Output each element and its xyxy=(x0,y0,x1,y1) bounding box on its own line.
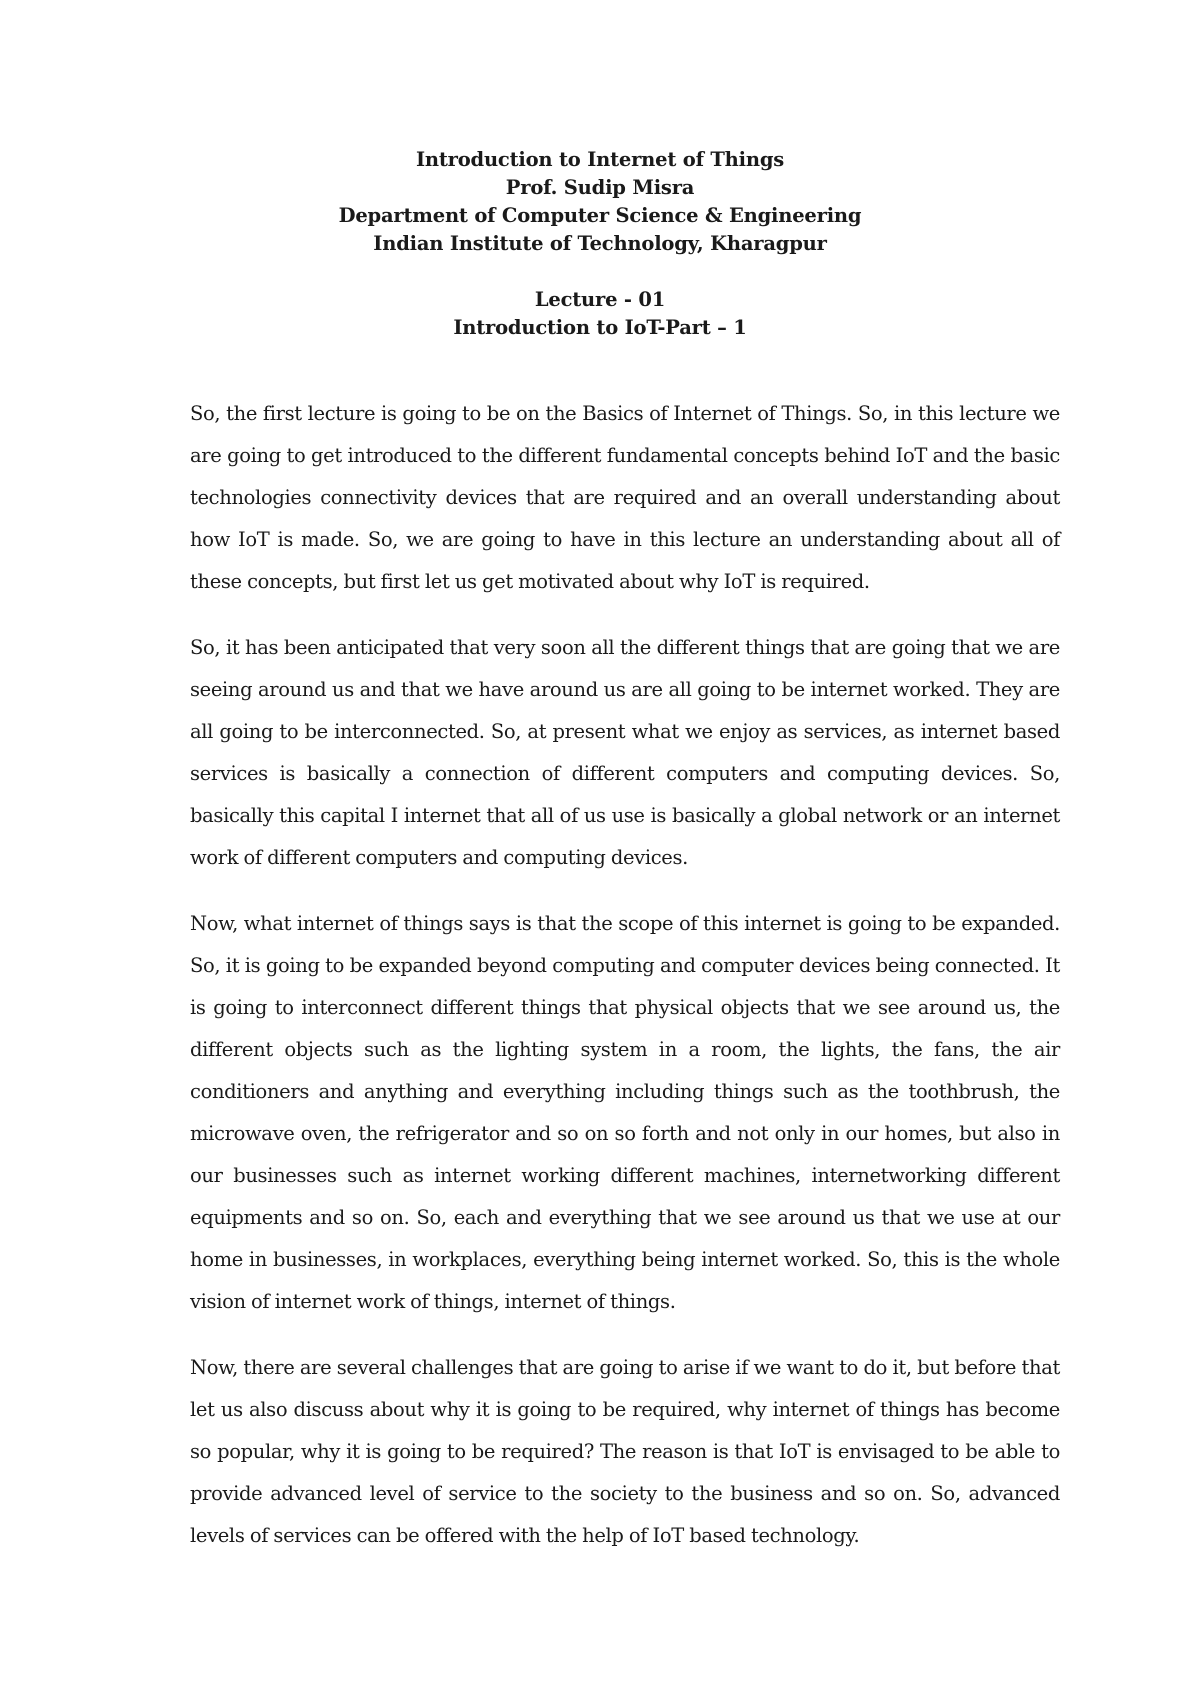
paragraph: So, the first lecture is going to be on the Basics of Internet of Things. So, in this lecture we are going to get introduced to the different fundamental concepts behind IoT and the basic technologies connectivity devices that are required and an overall understanding about how IoT is made. So, we are going to have in this lecture an understanding about all of these concepts, but first let us get motivated about why IoT is required. xyxy=(190,402,1060,593)
paragraph: So, it has been anticipated that very soon all the different things that are going that we are seeing around us and that we have around us are all going to be internet worked. They are all going to be interconnected. So, at present what we enjoy as services, as internet based services is basically a connection of different computers and computing devices. So, basically this capital I internet that all of us use is basically a global network or an internet work of different computers and computing devices. xyxy=(190,636,1060,869)
paragraph: Now, what internet of things says is that the scope of this internet is going to be expanded. So, it is going to be expanded beyond computing and computer devices being connected. It is going to interconnect different things that physical objects that we see around us, the different objects such as the lighting system in a room, the lights, the fans, the air conditioners and anything and everything including things such as the toothbrush, the microwave oven, the refrigerator and so on so forth and not only in our homes, but also in our businesses such as internet working different machines, internetworking different equipments and so on. So, each and everything that we see around us that we use at our home in businesses, in workplaces, everything being internet worked. So, this is the whole vision of internet work of things, internet of things. xyxy=(190,912,1060,1313)
document-header xyxy=(0,146,1200,342)
department-name: Department of Computer Science & Engineering xyxy=(338,204,862,227)
lecture-title: Introduction to IoT-Part – 1 xyxy=(453,316,747,339)
paragraph: Now, there are several challenges that are going to arise if we want to do it, but before that let us also discuss about why it is going to be required, why internet of things has become so popular, why it is going to be required? The reason is that IoT is envisaged to be able to provide advanced level of service to the society to the business and so on. So, advanced levels of services can be offered with the help of IoT based technology. xyxy=(190,1356,1060,1547)
lecture-number: Lecture - 01 xyxy=(534,288,666,311)
document-body xyxy=(190,393,1060,1581)
professor-name: Prof. Sudip Misra xyxy=(505,176,695,199)
institute-name: Indian Institute of Technology, Kharagpur xyxy=(373,232,827,255)
course-title: Introduction to Internet of Things xyxy=(415,148,785,171)
header-spacer xyxy=(0,258,1200,286)
